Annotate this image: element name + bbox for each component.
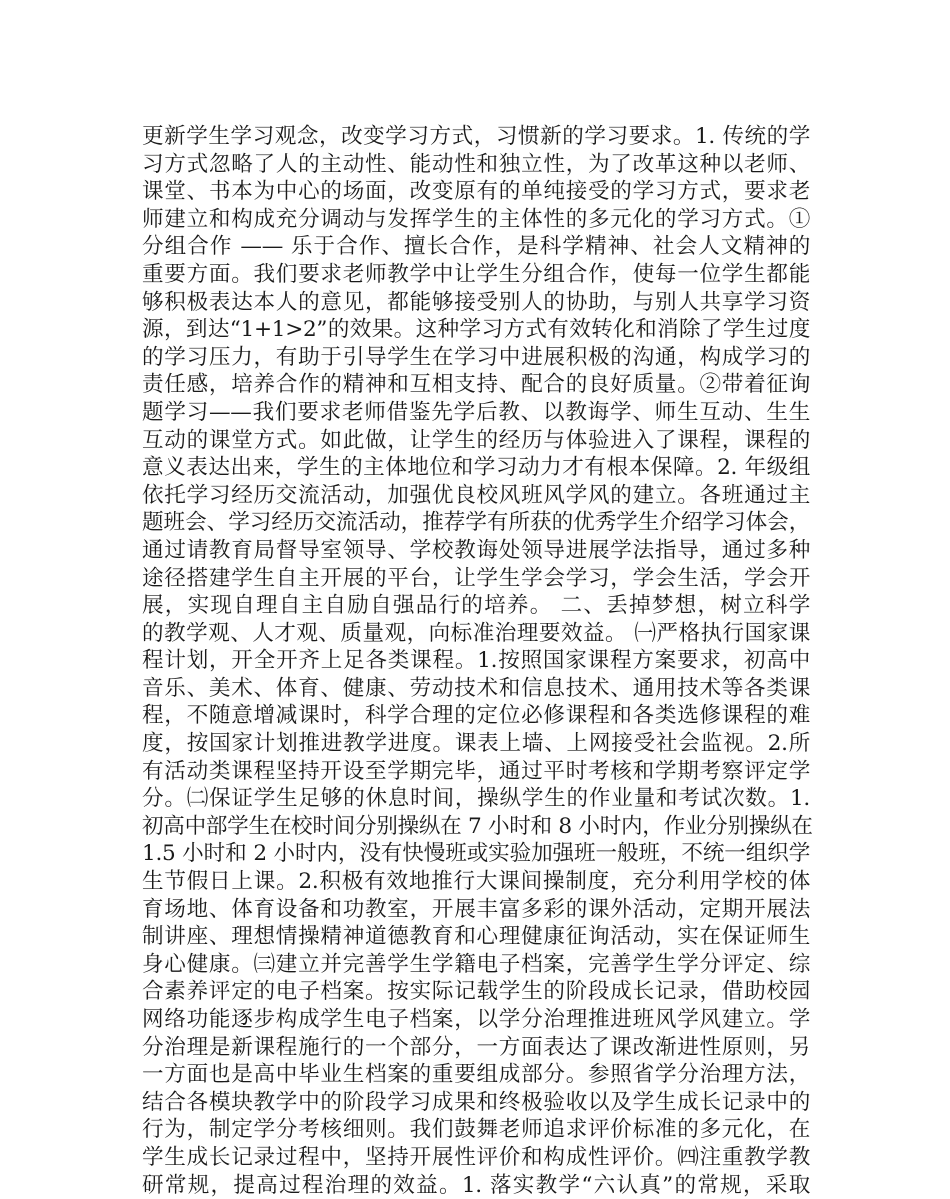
document-body: [142, 123, 813, 1199]
text-line: 通过请教育局督导室领导、学校教诲处领导进展学法指导，通过多种: [142, 537, 810, 563]
text-line: 课堂、书本为中心的场面，改变原有的单纯接受的学习方式，要求老: [142, 179, 810, 205]
text-line: 互动的课堂方式。如此做，让学生的经历与体验进入了课程，课程的: [142, 427, 810, 453]
text-line: 师建立和构成充分调动与发挥学生的主体性的多元化的学习方式。①: [142, 206, 810, 232]
text-line: 身心健康。㈢建立并完善学生学籍电子档案，完善学生学分评定、综: [142, 951, 810, 977]
text-line: 分组合作 —— 乐于合作、擅长合作，是科学精神、社会人文精神的: [142, 234, 810, 260]
text-line: 责任感，培养合作的精神和互相支持、配合的良好质量。②带着征询: [142, 372, 810, 398]
text-line: 题学习——我们要求老师借鉴先学后教、以教诲学、师生互动、生生: [142, 399, 810, 425]
text-line: 程计划，开全开齐上足各类课程。1.按照国家课程方案要求，初高中: [142, 648, 810, 674]
text-line: 行为，制定学分考核细则。我们鼓舞老师追求评价标准的多元化，在: [142, 1117, 810, 1143]
text-line: 生节假日上课。2.积极有效地推行大课间操制度，充分利用学校的体: [142, 869, 810, 895]
text-line: 的学习压力，有助于引导学生在学习中进展积极的沟通，构成学习的: [142, 344, 810, 370]
text-line: 够积极表达本人的意见，都能够接受别人的协助，与别人共享学习资: [142, 289, 810, 315]
text-line: 重要方面。我们要求老师教学中让学生分组合作，使每一位学生都能: [142, 261, 810, 287]
text-line: 的教学观、人才观、质量观，向标准治理要效益。 ㈠严格执行国家课: [142, 620, 810, 646]
text-line: 程，不随意增减课时，科学合理的定位必修课程和各类选修课程的难: [142, 703, 810, 729]
text-line: 一方面也是高中毕业生档案的重要组成部分。参照省学分治理方法，: [142, 1062, 810, 1088]
text-line: 途径搭建学生自主开展的平台，让学生学会学习，学会生活，学会开: [142, 565, 810, 591]
text-line: 音乐、美术、体育、健康、劳动技术和信息技术、通用技术等各类课: [142, 675, 810, 701]
text-line: 育场地、体育设备和功教室，开展丰富多彩的课外活动，定期开展法: [142, 896, 810, 922]
text-line: 学生成长记录过程中，坚持开展性评价和构成性评价。㈣注重教学教: [142, 1144, 810, 1170]
text-line: 题班会、学习经历交流活动，推荐学有所获的优秀学生介绍学习体会，: [142, 510, 810, 536]
text-line: 习方式忽略了人的主动性、能动性和独立性，为了改革这种以老师、: [142, 151, 810, 177]
text-line: 意义表达出来，学生的主体地位和学习动力才有根本保障。2. 年级组: [142, 455, 810, 481]
text-line: 度，按国家计划推进教学进度。课表上墙、上网接受社会监视。2.所: [142, 731, 810, 757]
text-line: 分。㈡保证学生足够的休息时间，操纵学生的作业量和考试次数。1.: [142, 786, 810, 812]
text-line: 结合各模块教学中的阶段学习成果和终极验收以及学生成长记录中的: [142, 1089, 810, 1115]
text-line: 制讲座、理想情操精神道德教育和心理健康征询活动，实在保证师生: [142, 924, 810, 950]
text-line: 分治理是新课程施行的一个部分，一方面表达了课改渐进性原则，另: [142, 1034, 810, 1060]
text-line: 合素养评定的电子档案。按实际记载学生的阶段成长记录，借助校园: [142, 979, 810, 1005]
text-line: 初高中部学生在校时间分别操纵在 7 小时和 8 小时内，作业分别操纵在: [142, 813, 813, 839]
text-line: 展，实现自理自主自励自强品行的培养。 二、丢掉梦想，树立科学: [142, 593, 810, 619]
text-line: 研常规，提高过程治理的效益。1. 落实教学“六认真”的常规，采取: [142, 1172, 810, 1198]
text-line: 网络功能逐步构成学生电子档案，以学分治理推进班风学风建立。学: [142, 1007, 810, 1032]
text-line: 源，到达“1+1>2”的效果。这种学习方式有效转化和消除了学生过度: [142, 317, 810, 343]
text-line: 有活动类课程坚持开设至学期完毕，通过平时考核和学期考察评定学: [142, 758, 810, 784]
text-line: 1.5 小时和 2 小时内，没有快慢班或实验加强班一般班，不统一组织学: [142, 841, 810, 867]
text-line: 更新学生学习观念，改变学习方式，习惯新的学习要求。1. 传统的学: [142, 124, 810, 149]
text-line: 依托学习经历交流活动，加强优良校风班风学风的建立。各班通过主: [142, 482, 810, 508]
